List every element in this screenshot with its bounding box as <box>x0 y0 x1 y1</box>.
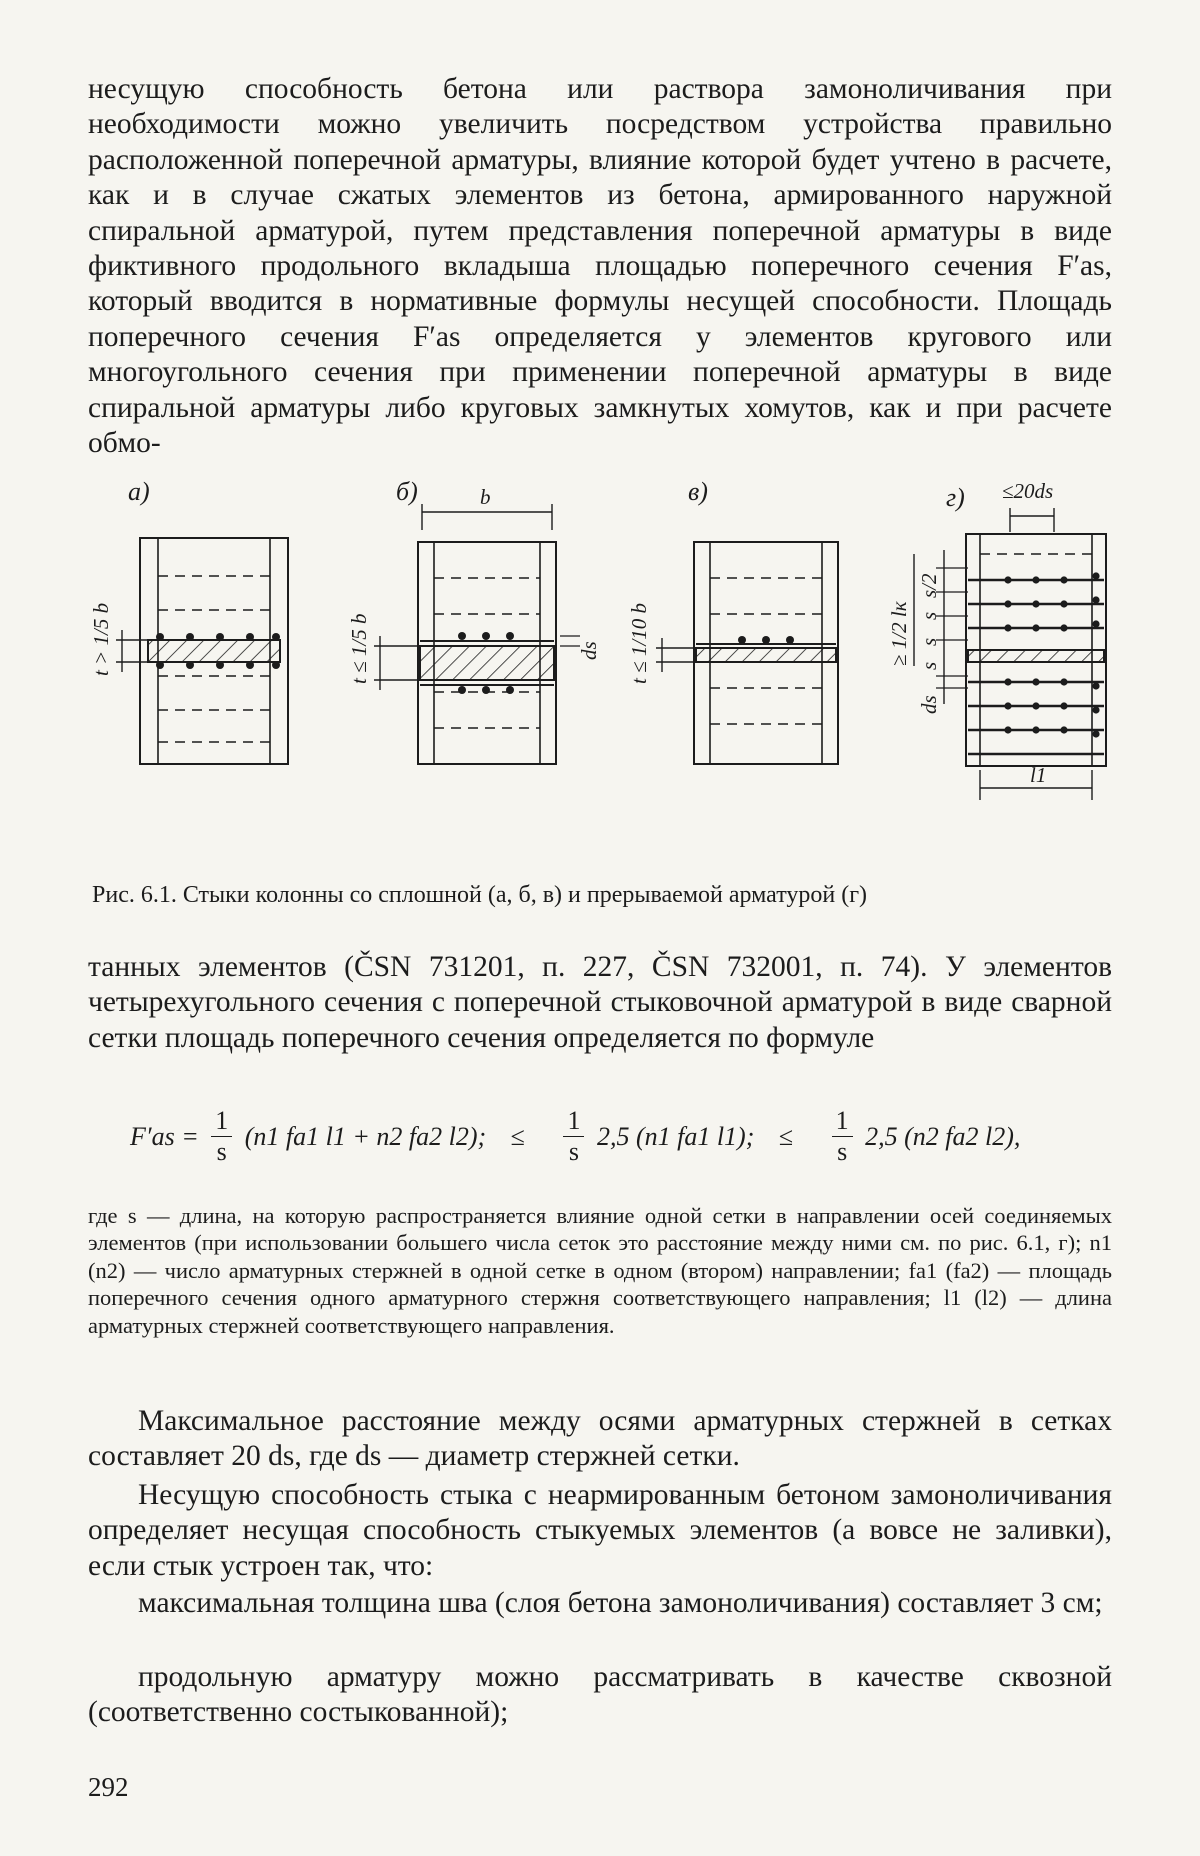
dim-d-spacing-1: s <box>917 611 941 620</box>
paragraph-continued: танных элементов (ČSN 731201, п. 227, ČSN 732001, п. 74). У элементов четырехугольного сечения с поперечной стыковочной арматурой в виде сварной сетки площадь поперечного сечения определяется по формуле <box>88 951 1112 1054</box>
page-number: 292 <box>88 1772 129 1802</box>
formula-fraction-1: $\frac{1}{s}$ <box>211 1106 232 1167</box>
panel-label-d: г) <box>946 483 965 512</box>
formula-explanation: где s — длина, на которую распространяется влияние одной сетки в направлении осей соединяемых элементов (при использовании большего числа сеток это расстояние между ними см. по рис. 6.1, г); n1 (n2) — число арматурных стержней в одной сетке в одном (втором) направлении; fa1 (fa2) — площадь поперечного сечения одного арматурного стержня соответствующего направления; l1 (l2) — длина арматурных стержней соответствующего направления. <box>88 1203 1112 1338</box>
formula-fraction-3: $\frac{1}{s}$ <box>832 1106 853 1167</box>
panel-label-c: в) <box>688 477 708 506</box>
dim-d-spacing-3: s <box>917 661 941 670</box>
dim-d-bar-diameter: ds <box>917 695 941 714</box>
panel-b <box>347 477 601 764</box>
paragraph-unreinforced: Несущую способность стыка с неармированным бетоном замоноличивания определяет несущая способность стыкуемых элементов (а вовсе не заливки), если стык устроен так, что: <box>88 1479 1112 1582</box>
dim-b-thickness: t ≤ 1/5 b <box>347 613 371 684</box>
panel-label-b: б) <box>396 477 418 506</box>
formula-leq-1: ≤ <box>510 1121 525 1151</box>
formula-term-3: 2,5 (n2 fa2 l2), <box>865 1121 1021 1151</box>
paragraph-condition-2: продольную арматуру можно рассматривать в качестве сквозной (соответственно состыкованной); <box>88 1661 1112 1729</box>
panel-d <box>887 479 1106 800</box>
formula-leq-2: ≤ <box>778 1121 794 1151</box>
formula-lhs: F′as = <box>130 1121 199 1151</box>
dim-b-bar-diameter: ds <box>577 641 601 660</box>
panel-label-a: а) <box>128 477 150 506</box>
panel-a <box>89 477 288 764</box>
paragraph-mesh-spacing: Максимальное расстояние между осями арматурных стержней в сетках составляет 20 ds, где ds — диаметр стержней сетки. <box>88 1405 1112 1473</box>
dim-d-spacing-2: s <box>917 637 941 646</box>
paragraph-intro: несущую способность бетона или раствора замоноличивания при необходимости можно увеличить посредством устройства правильно расположенной поперечной арматуры, влияние которой будет учтено в расчете, как и в случае сжатых элементов из бетона, армированного наружной спиральной арматурой, путем представления поперечной арматуры в виде фиктивного продольного вкладыша площадью поперечного сечения F′as, который вводится в нормативные формулы несущей способности. Площадь поперечного сечения F′as определяется у элементов кругового или многоугольного сечения при применении поперечной арматуры в виде спиральной арматуры либо круговых замкнутых хомутов, как и при расчете обмо- <box>88 73 1112 460</box>
figure-caption: Рис. 6.1. Стыки колонны со сплошной (а, б, в) и прерываемой арматурой (г) <box>92 882 868 908</box>
formula-term-1: (n1 fa1 l1 + n2 fa2 l2); <box>244 1121 487 1151</box>
formula-fraction-2: $\frac{1}{s}$ <box>563 1106 584 1167</box>
figure-column-joints <box>0 470 1200 870</box>
dim-d-mesh-spacing: ≤20ds <box>1002 479 1054 503</box>
dim-d-lap-length: ≥ 1/2 lк <box>887 601 911 666</box>
dim-d-half-spacing: s/2 <box>917 573 941 598</box>
formula-term-2: 2,5 (n1 fa1 l1); <box>596 1121 755 1151</box>
panel-c <box>627 477 838 764</box>
dim-c-thickness: t ≤ 1/10 b <box>627 603 651 684</box>
dim-d-bar-length: l1 <box>1030 763 1047 787</box>
paragraph-condition-1: максимальная толщина шва (слоя бетона замоноличивания) составляет 3 см; <box>138 1587 1103 1619</box>
formula-area <box>130 1106 1130 1186</box>
dim-a-thickness: t > 1/5 b <box>89 602 113 676</box>
dim-b-width: b <box>480 485 491 509</box>
